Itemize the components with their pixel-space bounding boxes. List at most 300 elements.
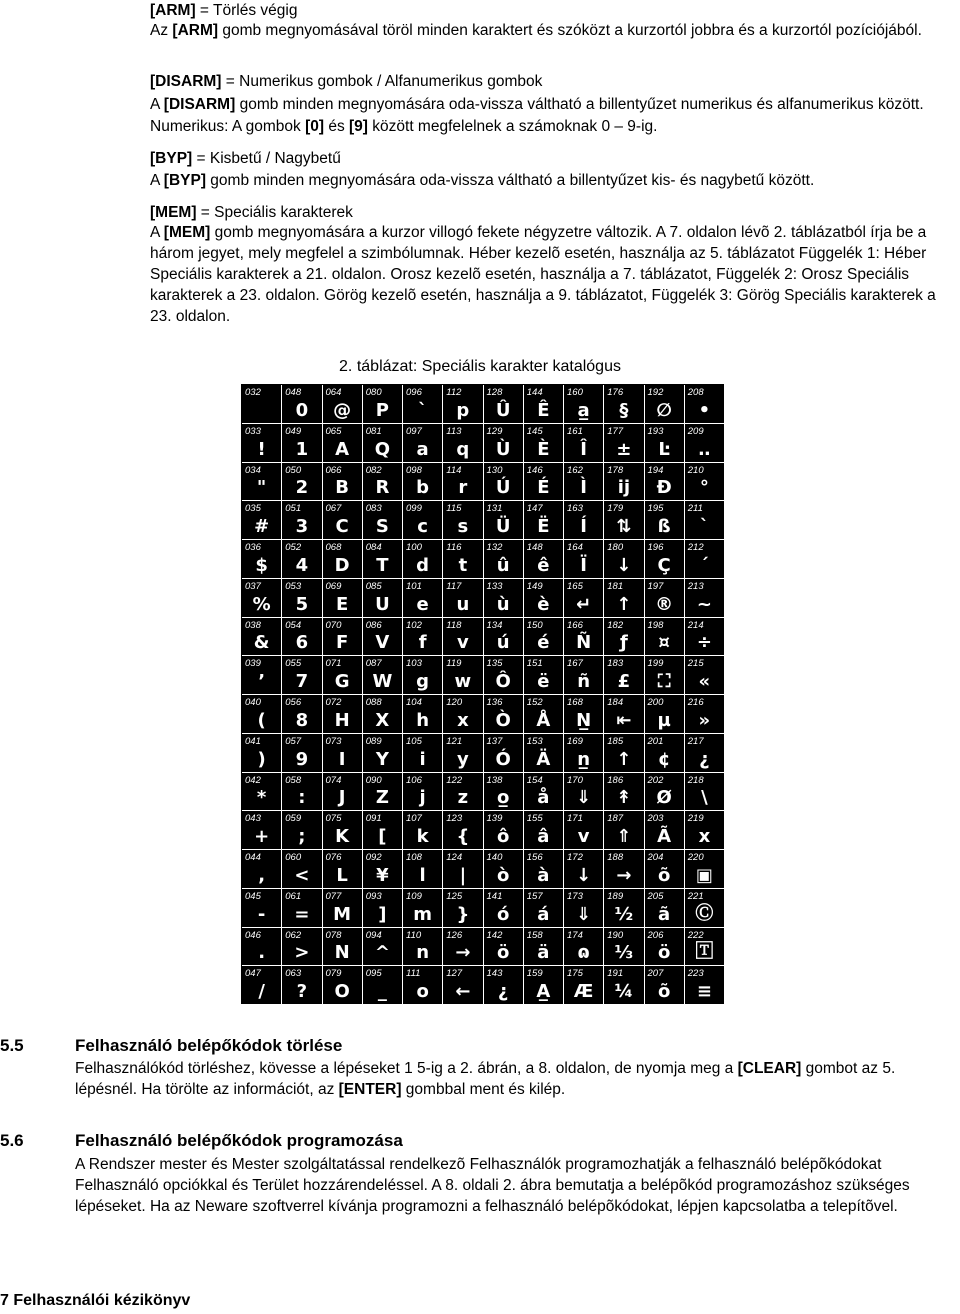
char-glyph: 🅃: [695, 941, 714, 963]
char-glyph: 3: [295, 516, 309, 537]
char-glyph: x: [457, 709, 469, 731]
char-glyph: E: [335, 593, 349, 615]
char-glyph: ?: [296, 981, 308, 1002]
char-cell: [524, 966, 564, 1005]
char-code: 220: [687, 852, 704, 863]
char-cell: [524, 656, 564, 695]
mem-key: [MEM]: [150, 204, 197, 221]
char-glyph: w: [454, 671, 472, 692]
char-code: 112: [446, 387, 462, 398]
char-cell: [242, 850, 282, 889]
char-glyph: È: [537, 438, 550, 460]
char-glyph: `: [699, 516, 709, 537]
char-code: 035: [245, 503, 261, 515]
char-glyph: Ò: [495, 709, 511, 731]
char-glyph: µ: [657, 709, 671, 731]
char-cell: [282, 618, 322, 657]
char-glyph: P: [375, 399, 389, 421]
char-code: 063: [285, 968, 302, 980]
char-code: 158: [526, 929, 543, 941]
char-cell: [242, 385, 282, 424]
char-glyph: Ñ: [576, 632, 592, 654]
disarm-body-pre: A: [150, 96, 164, 113]
char-code: 033: [245, 425, 261, 437]
char-code: 166: [567, 619, 583, 631]
char-code: 075: [325, 813, 342, 825]
char-glyph: Ï: [580, 554, 587, 576]
char-code: 196: [647, 542, 664, 553]
char-cell: [685, 889, 725, 928]
char-cell: [645, 811, 685, 850]
char-glyph: #: [254, 516, 270, 537]
char-glyph: A̲: [536, 981, 551, 1002]
char-cell: [524, 618, 564, 657]
char-glyph: ù: [496, 593, 510, 615]
char-glyph: Ê: [537, 399, 550, 421]
disarm-heading-text: = Numerikus gombok / Alfanumerikus gombok: [221, 73, 543, 90]
char-cell: [484, 928, 524, 967]
char-glyph: ▣: [695, 864, 713, 886]
char-cell: [443, 501, 483, 540]
char-code: 160: [567, 387, 583, 398]
char-code: 054: [285, 619, 302, 631]
char-glyph: i: [419, 748, 426, 770]
char-glyph: Ü: [495, 516, 511, 537]
mem-body-key: [MEM]: [163, 224, 211, 241]
arm-heading: [150, 0, 960, 22]
char-glyph: ô: [496, 826, 510, 847]
char-code: 128: [486, 387, 503, 398]
char-code: 122: [446, 774, 463, 786]
arm-key: [ARM]: [150, 2, 196, 19]
char-code: 137: [486, 735, 503, 747]
char-glyph: ó: [496, 903, 510, 925]
char-glyph: ": [256, 477, 267, 499]
char-code: 221: [687, 890, 704, 902]
char-cell: [524, 424, 564, 463]
char-glyph: Y: [375, 748, 389, 770]
char-cell: [443, 656, 483, 695]
char-cell: [323, 773, 363, 812]
char-cell: [685, 928, 725, 967]
page-footer: 7 Felhasználói kézikönyv: [0, 1292, 191, 1309]
char-glyph: ↓: [616, 554, 632, 576]
char-cell: [242, 579, 282, 618]
char-glyph: L: [336, 864, 348, 886]
char-glyph: C: [335, 516, 349, 537]
char-code: 073: [325, 735, 342, 747]
s55-body-end: gombbal ment és kilép.: [401, 1081, 566, 1098]
char-cell: [645, 966, 685, 1005]
char-cell: [242, 734, 282, 773]
char-glyph: ≡: [696, 981, 712, 1002]
char-cell: [564, 773, 604, 812]
char-cell: [403, 501, 443, 540]
char-glyph: +: [254, 826, 270, 847]
char-cell: [363, 889, 403, 928]
char-cell: [403, 734, 443, 773]
char-glyph: ]: [378, 903, 387, 925]
char-code: 059: [285, 813, 302, 825]
char-code: 163: [567, 503, 583, 515]
char-cell: [282, 579, 322, 618]
char-glyph: \: [701, 787, 708, 809]
char-code: 151: [526, 658, 543, 670]
char-cell: [484, 734, 524, 773]
char-cell: [604, 811, 644, 850]
char-code: 139: [486, 813, 503, 825]
char-cell: [484, 773, 524, 812]
char-code: 055: [285, 658, 302, 670]
mem-body-pre: A: [150, 224, 164, 241]
char-code: 164: [567, 542, 583, 553]
char-cell: [564, 463, 604, 502]
char-code: 195: [647, 503, 664, 515]
char-glyph: }: [456, 903, 470, 925]
char-glyph: D: [334, 554, 350, 576]
char-glyph: 0: [295, 399, 309, 421]
char-code: 193: [647, 425, 664, 437]
char-glyph: `: [418, 399, 428, 421]
char-cell: [242, 463, 282, 502]
char-glyph: %: [252, 593, 271, 615]
char-code: 194: [647, 464, 664, 476]
char-code: 204: [647, 852, 664, 863]
char-cell: [645, 734, 685, 773]
char-glyph: »: [698, 709, 711, 731]
char-glyph: <: [294, 864, 310, 886]
char-cell: [282, 889, 322, 928]
char-glyph: Æ: [573, 981, 594, 1002]
table-caption: 2. táblázat: Speciális karakter katalógus: [339, 358, 621, 375]
char-cell: [685, 385, 725, 424]
section-5-6-body: A Rendszer mester és Mester szolgáltatással rendelkezõ Felhasználók programozhatják a felhasználó belépõkódokat Felhasználó opciókkal és Terület hozzárendeléssel. A 8. oldali 2. ábra bemutatja a belépõkód programozáshoz szükséges lépéseket. Ha az Neware szoftverrel kívánja programozni a felhasználó belépõkódokat, lépjen kapcsolatba a telepítõvel.: [75, 1156, 910, 1215]
char-code: 119: [446, 658, 462, 670]
char-cell: [242, 811, 282, 850]
char-glyph: ⇅: [616, 516, 632, 537]
char-cell: [443, 463, 483, 502]
char-code: 036: [245, 542, 261, 553]
char-cell: [564, 656, 604, 695]
char-cell: [604, 889, 644, 928]
char-cell: [564, 540, 604, 579]
char-code: 069: [325, 580, 342, 592]
char-code: 062: [285, 929, 302, 941]
char-cell: [564, 695, 604, 734]
char-code: 170: [567, 774, 583, 786]
char-glyph: â: [537, 826, 550, 847]
char-cell: [363, 850, 403, 889]
char-code: 179: [607, 503, 624, 515]
char-cell: [645, 424, 685, 463]
char-glyph: →: [616, 864, 632, 886]
char-cell: [323, 656, 363, 695]
char-glyph: p: [456, 399, 470, 421]
char-cell: [242, 889, 282, 928]
char-code: 044: [245, 852, 261, 863]
char-code: 037: [245, 580, 261, 592]
char-glyph: =: [294, 903, 310, 925]
s55-body-mid: gombot az 5. lépésnél. Ha törölte az információt, az: [75, 1060, 896, 1098]
char-code: 125: [446, 890, 463, 902]
char-code: 219: [687, 813, 704, 825]
char-code: 209: [687, 425, 704, 437]
char-glyph: ¤: [658, 632, 670, 654]
section-5-5-body: [75, 1058, 960, 1100]
char-code: 108: [406, 852, 422, 863]
char-glyph: o̲: [496, 787, 510, 809]
char-cell: [685, 695, 725, 734]
char-cell: [645, 773, 685, 812]
char-code: 093: [365, 890, 382, 902]
char-code: 156: [526, 852, 543, 863]
char-code: 038: [245, 619, 261, 631]
char-cell: [604, 695, 644, 734]
char-cell: [645, 928, 685, 967]
char-cell: [443, 966, 483, 1005]
char-cell: [323, 928, 363, 967]
char-code: 116: [446, 542, 462, 553]
char-code: 155: [526, 813, 543, 825]
disarm-body-end: között megfelelnek a számoknak 0 – 9-ig.: [367, 118, 658, 135]
char-glyph: Q: [374, 438, 391, 460]
char-code: 129: [486, 425, 503, 437]
char-cell: [524, 928, 564, 967]
char-cell: [604, 618, 644, 657]
char-glyph: l: [419, 864, 426, 886]
section-number: 5.6: [0, 1131, 24, 1150]
char-cell: [403, 966, 443, 1005]
char-glyph: ↑: [616, 593, 632, 615]
char-code: 082: [365, 464, 382, 476]
char-cell: [282, 695, 322, 734]
char-code: 133: [486, 580, 503, 592]
char-cell: [484, 618, 524, 657]
char-cell: [685, 424, 725, 463]
char-cell: [282, 424, 322, 463]
char-glyph: 2: [295, 477, 309, 499]
char-glyph: .: [258, 942, 266, 964]
char-glyph: ⛶: [657, 671, 671, 692]
char-glyph: ã: [658, 903, 671, 925]
char-code: 049: [285, 425, 302, 437]
char-cell: [242, 928, 282, 967]
char-cell: [524, 501, 564, 540]
char-cell: [484, 695, 524, 734]
char-cell: [282, 850, 322, 889]
char-glyph: è: [537, 593, 550, 615]
char-cell: [604, 501, 644, 540]
char-code: 051: [285, 503, 302, 515]
char-code: 180: [607, 542, 624, 553]
clear-key: [CLEAR]: [737, 1060, 802, 1077]
char-code: 092: [365, 852, 382, 863]
char-code: 115: [446, 503, 462, 515]
char-cell: [524, 579, 564, 618]
char-code: 188: [607, 852, 624, 863]
mem-heading-text: = Speciális karakterek: [196, 204, 353, 221]
char-glyph: ½: [614, 903, 634, 925]
section-title: Felhasználó belépőkódok programozása: [75, 1131, 403, 1150]
char-glyph: ↟: [616, 787, 632, 809]
char-code: 165: [567, 580, 583, 592]
char-cell: [323, 850, 363, 889]
char-code: 144: [526, 387, 543, 398]
char-code: 065: [325, 425, 342, 437]
char-code: 041: [245, 735, 261, 747]
char-cell: [363, 966, 403, 1005]
char-code: 175: [567, 968, 583, 980]
char-glyph: ¼: [614, 981, 634, 1002]
char-cell: [564, 424, 604, 463]
char-glyph: •: [698, 399, 711, 421]
char-code: 097: [406, 425, 422, 437]
char-cell: [524, 734, 564, 773]
char-cell: [604, 656, 644, 695]
char-code: 064: [325, 387, 342, 398]
char-code: 222: [687, 929, 704, 941]
char-cell: [604, 734, 644, 773]
char-glyph: s: [457, 516, 469, 537]
char-glyph: Ë: [537, 516, 550, 537]
char-glyph: k: [416, 826, 429, 847]
char-glyph: _: [377, 981, 387, 1002]
char-cell: [323, 695, 363, 734]
char-glyph: ß: [657, 516, 671, 537]
char-cell: [403, 811, 443, 850]
char-code: 154: [526, 774, 543, 786]
char-cell: [363, 656, 403, 695]
char-code: 103: [406, 658, 422, 670]
arm-body-text: gomb megnyomásával töröl minden karaktert és szóközt a kurzortól jobbra és a kurzortól pozíciójából.: [218, 22, 922, 39]
char-glyph: 9: [295, 748, 309, 770]
char-glyph: F: [335, 632, 349, 654]
char-cell: [403, 889, 443, 928]
char-glyph: (: [257, 709, 266, 731]
char-code: 159: [526, 968, 543, 980]
char-code: 090: [365, 774, 382, 786]
char-glyph: ’: [258, 671, 266, 692]
char-glyph: ;: [298, 826, 306, 847]
char-cell: [242, 773, 282, 812]
char-glyph: I: [338, 748, 346, 770]
char-glyph: ɷ: [577, 942, 590, 964]
char-cell: [242, 966, 282, 1005]
char-code: 177: [607, 425, 624, 437]
char-code: 042: [245, 774, 261, 786]
char-glyph: R: [375, 477, 390, 499]
char-cell: [363, 463, 403, 502]
char-cell: [685, 463, 725, 502]
char-cell: [323, 501, 363, 540]
char-glyph: a̲: [577, 399, 590, 421]
char-glyph: e: [416, 593, 429, 615]
char-glyph: ^: [374, 942, 390, 964]
char-glyph: o: [416, 981, 429, 1002]
char-cell: [484, 966, 524, 1005]
byp-heading-text: = Kisbetű / Nagybetű: [192, 150, 341, 167]
s55-body-pre: Felhasználókód törléshez, kövesse a lépéseket 1 5-ig a 2. ábrán, a 8. oldalon, de nyomja meg a: [75, 1060, 738, 1077]
char-cell: [242, 695, 282, 734]
char-code: 172: [567, 852, 583, 863]
char-glyph: Z: [375, 787, 389, 809]
char-glyph: Í: [580, 516, 587, 537]
char-glyph: 6: [295, 632, 309, 654]
char-glyph: W: [372, 671, 393, 692]
char-cell: [604, 579, 644, 618]
disarm-heading: [150, 71, 960, 93]
char-cell: [484, 579, 524, 618]
char-cell: [645, 889, 685, 928]
char-code: 121: [446, 735, 463, 747]
char-code: 206: [647, 929, 664, 941]
char-code: 141: [486, 890, 503, 902]
char-cell: [604, 928, 644, 967]
char-cell: [323, 540, 363, 579]
char-cell: [564, 618, 604, 657]
char-cell: [282, 540, 322, 579]
char-cell: [645, 618, 685, 657]
char-code: 223: [687, 968, 704, 980]
char-glyph: ö: [496, 942, 510, 964]
char-code: 213: [687, 580, 704, 592]
char-cell: [645, 540, 685, 579]
char-code: 138: [486, 774, 503, 786]
char-code: 217: [687, 735, 704, 747]
char-glyph: ¿: [699, 748, 710, 770]
char-glyph: j: [419, 787, 426, 809]
char-glyph: ↑: [616, 748, 632, 770]
char-code: 048: [285, 387, 302, 398]
char-code: 182: [607, 619, 624, 631]
char-cell: [564, 850, 604, 889]
char-code: 215: [687, 658, 704, 670]
char-glyph: ): [257, 748, 266, 770]
char-code: 053: [285, 580, 302, 592]
char-cell: [564, 385, 604, 424]
char-cell: [403, 656, 443, 695]
char-code: 046: [245, 929, 261, 941]
char-glyph: Ã: [657, 826, 672, 847]
char-glyph: -: [257, 903, 266, 925]
char-glyph: á: [537, 903, 550, 925]
char-glyph: û: [496, 554, 510, 576]
char-glyph: →: [455, 942, 471, 964]
char-code: 174: [567, 929, 583, 941]
char-cell: [363, 734, 403, 773]
char-code: 089: [365, 735, 382, 747]
char-code: 131: [486, 503, 503, 515]
char-code: 068: [325, 542, 342, 553]
char-code: 067: [325, 503, 342, 515]
char-code: 083: [365, 503, 382, 515]
char-cell: [645, 463, 685, 502]
char-cell: [604, 850, 644, 889]
char-glyph: [: [378, 826, 387, 847]
char-cell: [323, 811, 363, 850]
char-cell: [524, 463, 564, 502]
char-glyph: ë: [537, 671, 550, 692]
char-glyph: ®: [655, 593, 674, 615]
char-cell: [524, 385, 564, 424]
char-cell: [443, 928, 483, 967]
char-code: 211: [687, 503, 703, 515]
char-cell: [403, 773, 443, 812]
char-code: 040: [245, 697, 261, 708]
byp-key: [BYP]: [150, 150, 193, 167]
char-cell: [564, 966, 604, 1005]
char-cell: [524, 850, 564, 889]
